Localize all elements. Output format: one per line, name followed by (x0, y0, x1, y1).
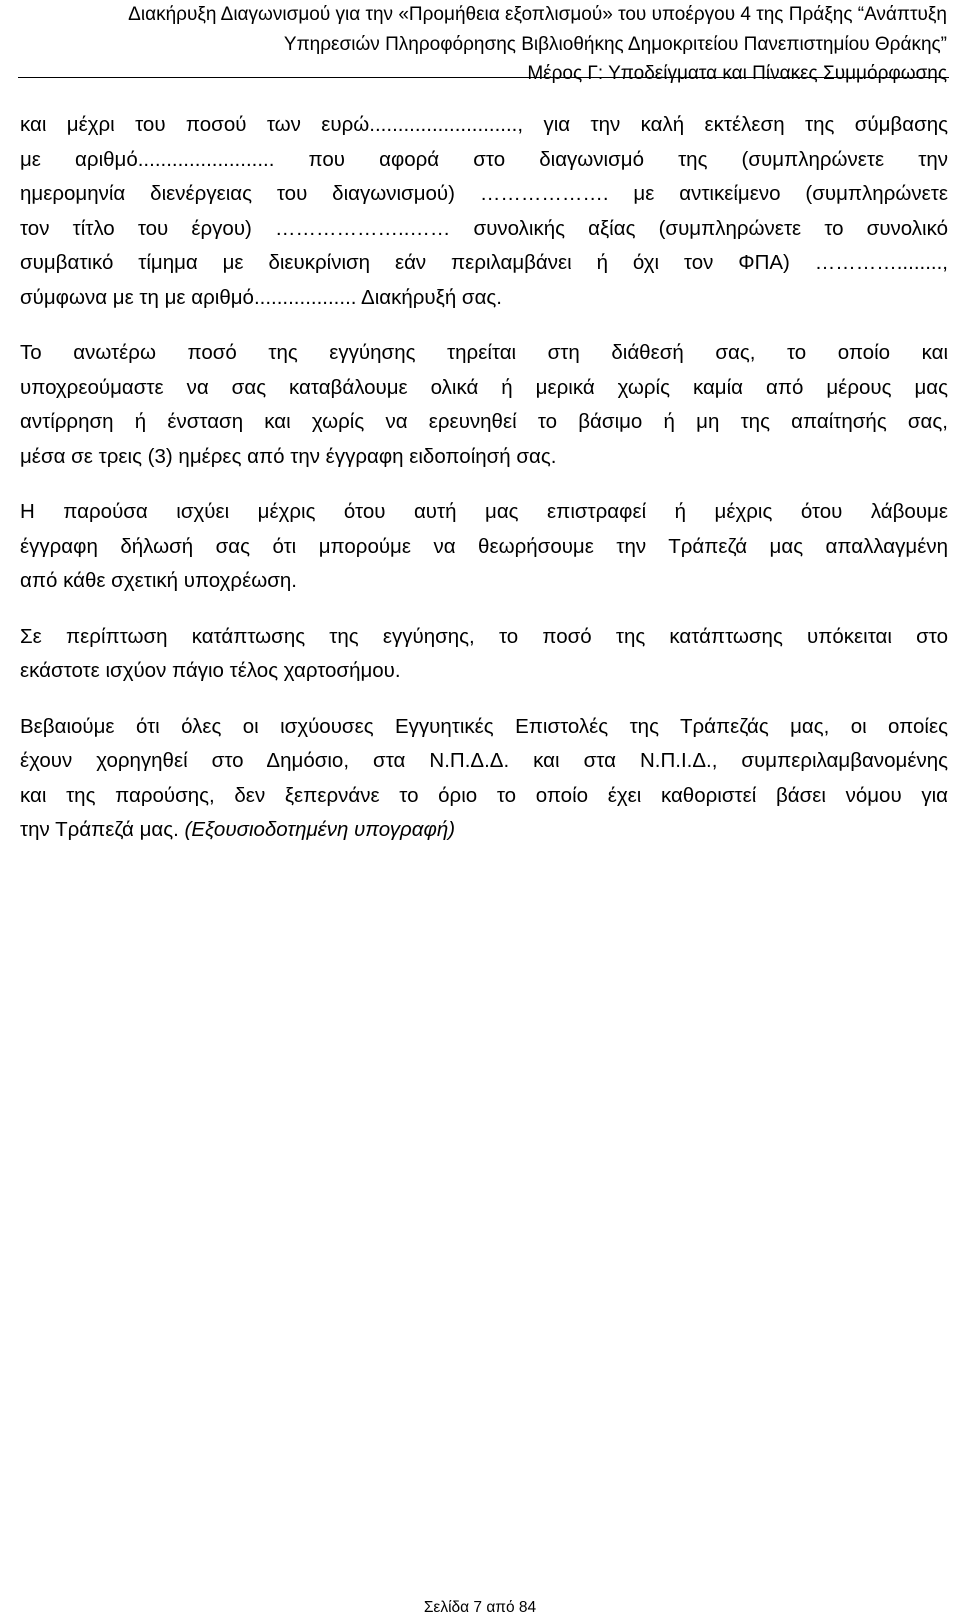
header-title-line-1: Διακήρυξη Διαγωνισμού για την «Προμήθεια εξοπλισμού» του υποέργου 4 της Πράξης “Ανάπτυξη (128, 4, 947, 25)
paragraph-line: Σε περίπτωση κατάπτωσης της εγγύησης, το ποσό της κατάπτωσης υπόκειται στο (20, 624, 948, 648)
paragraph-guarantee-amount (20, 108, 948, 315)
header-title-line-2: Υπηρεσιών Πληροφόρησης Βιβλιοθήκης Δημοκριτείου Πανεπιστημίου Θράκης” (283, 33, 947, 55)
paragraph-line: συμβατικό τίμημα με διευκρίνιση εάν περιλαμβάνει ή όχι τον ΦΠΑ) …………........, (20, 251, 948, 274)
paragraph-line: από κάθε σχετική υποχρέωση. (20, 569, 297, 592)
page-header (18, 0, 949, 84)
paragraph-line: τον τίτλο του έργου) ………………..…… συνολικής αξίας (συμπληρώνετε το συνολικό (20, 216, 948, 240)
paragraph-last-line (20, 813, 948, 848)
header-section-title: Μέρος Γ: Υποδείγματα και Πίνακες Συμμόρφωσης (527, 63, 947, 84)
paragraph-validity (20, 495, 948, 599)
paragraph-line: Βεβαιούμε ότι όλες οι ισχύουσες Εγγυητικές Επιστολές της Τράπεζάς μας, οι οποίες (20, 714, 948, 738)
paragraph-line: μέσα σε τρεις (3) ημέρες από την έγγραφη ειδοποίησή σας. (20, 444, 557, 468)
paragraph-payment-obligation (20, 336, 948, 474)
paragraph-line: έγγραφη δήλωσή σας ότι μπορούμε να θεωρήσουμε την Τράπεζά μας απαλλαγμένη (20, 534, 948, 558)
paragraph-line: εκάστοτε ισχύον πάγιο τέλος χαρτοσήμου. (20, 659, 401, 682)
paragraph-line: Το ανωτέρω ποσό της εγγύησης τηρείται στη διάθεσή σας, το οποίο και (20, 341, 948, 364)
page-number: Σελίδα 7 από 84 (423, 1599, 537, 1616)
paragraph-line: έχουν χορηγηθεί στο Δημόσιο, στα Ν.Π.Δ.Δ. και στα Ν.Π.Ι.Δ., συμπεριλαμβανομένης (20, 749, 948, 772)
paragraph-line: με αριθμό........................ που αφορά στο διαγωνισμό της (συμπληρώνετε την (20, 147, 948, 171)
paragraph-line: σύμφωνα με τη με αριθμό.................. Διακήρυξή σας. (20, 285, 503, 309)
paragraph-line: υποχρεούμαστε να σας καταβάλουμε ολικά ή μερικά χωρίς καμία από μέρους μας (20, 375, 948, 399)
paragraph-certification (20, 710, 948, 848)
paragraph-line: και της παρούσης, δεν ξεπερνάνε το όριο το οποίο έχει καθοριστεί βάσει νόμου για (20, 783, 948, 807)
signature-placeholder: (Εξουσιοδοτημένη υπογραφή) (184, 818, 456, 841)
paragraph-line: αντίρρηση ή ένσταση και χωρίς να ερευνηθεί το βάσιμο ή μη της απαίτησής σας, (20, 410, 948, 433)
document-body (20, 108, 948, 869)
paragraph-stamp-duty (20, 620, 948, 689)
paragraph-line: ημερομηνία διενέργειας του διαγωνισμού) ………………. με αντικείμενο (συμπληρώνετε (20, 182, 948, 205)
paragraph-line-text: την Τράπεζά μας. (20, 818, 185, 841)
paragraph-line: και μέχρι του ποσού των ευρώ.........................., για την καλή εκτέλεση της σύμβασης (20, 113, 948, 136)
paragraph-line: Η παρούσα ισχύει μέχρις ότου αυτή μας επιστραφεί ή μέχρις ότου λάβουμε (20, 500, 948, 523)
